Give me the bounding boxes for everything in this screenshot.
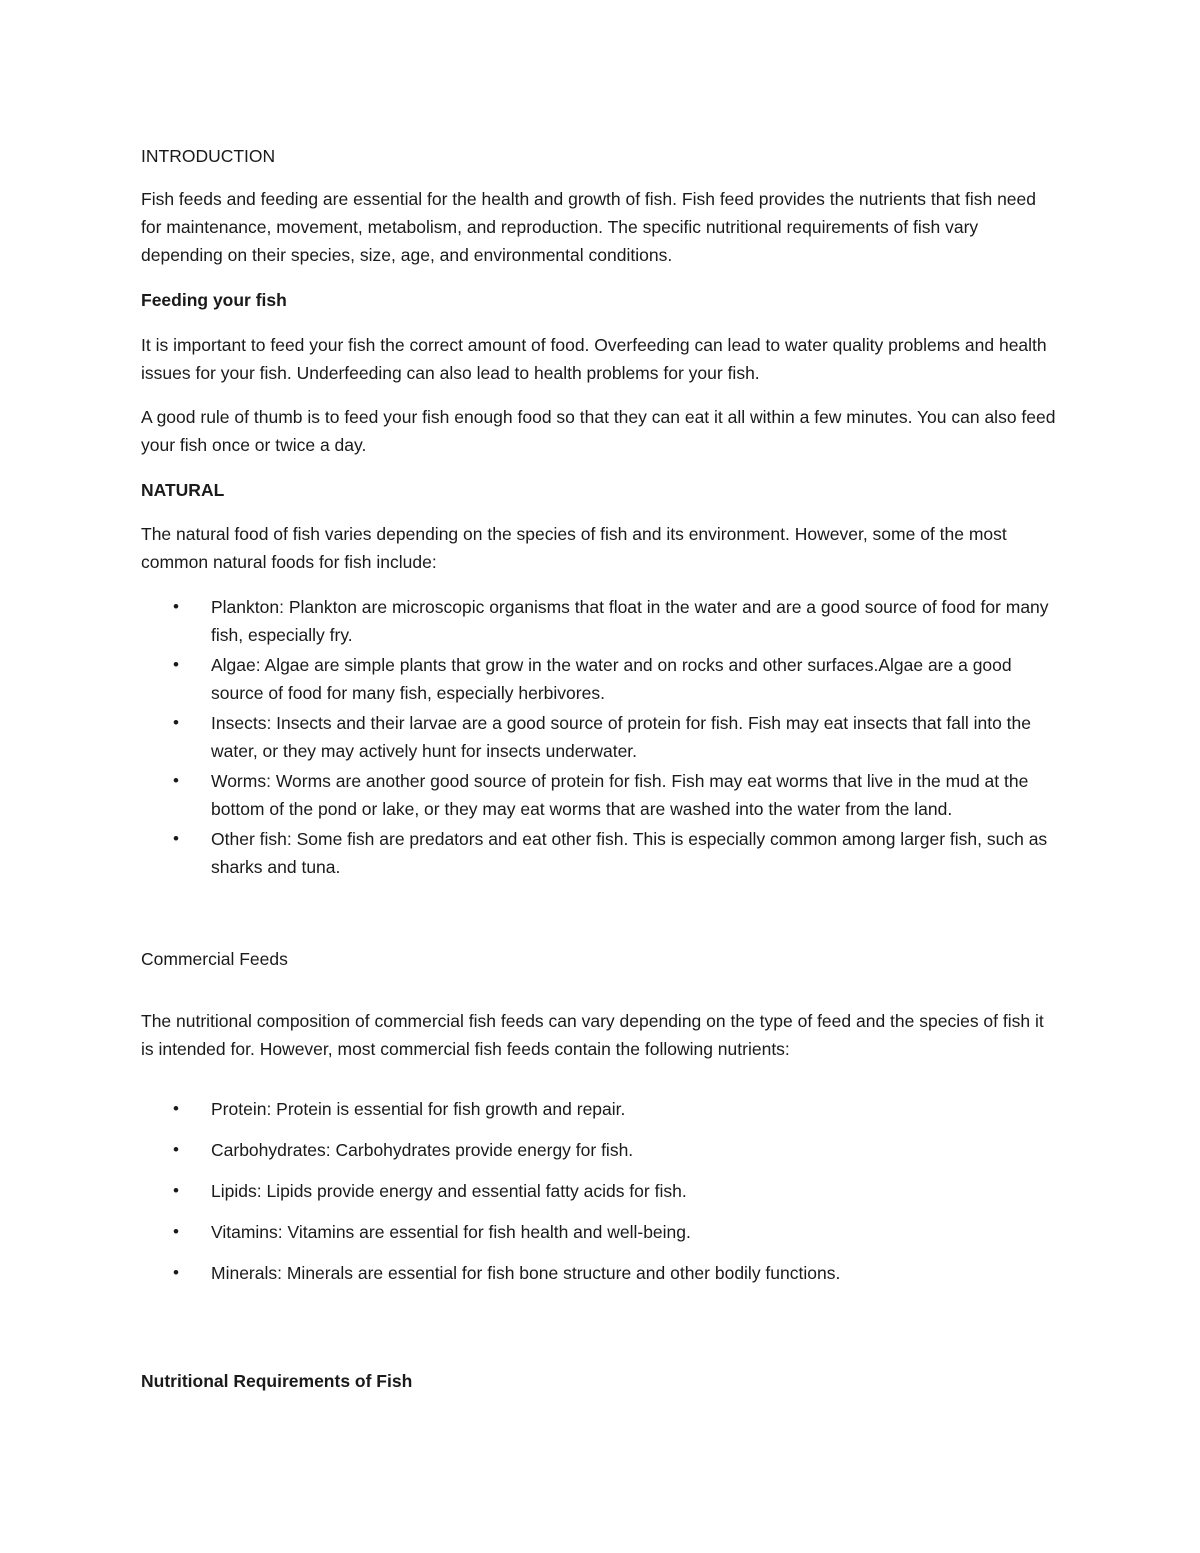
natural-heading: NATURAL — [141, 480, 225, 500]
intro-heading: INTRODUCTION — [141, 146, 276, 166]
natural-foods-list — [141, 593, 1061, 883]
intro-paragraph: Fish feeds and feeding are essential for the health and growth of fish. Fish feed provides the nutrients that fish need for maintenance, movement, metabolism, and reproduction. The specific nutritional requirements of fish vary depending on their species, size, age, and environmental conditions. — [141, 189, 1036, 265]
list-item — [141, 593, 1061, 649]
list-item — [141, 767, 1061, 823]
feeding-paragraph-1: It is important to feed your fish the correct amount of food. Overfeeding can lead to water quality problems and health issues for your fish. Underfeeding can also lead to health problems for your fish. — [141, 335, 1047, 383]
feeding-paragraph-2: A good rule of thumb is to feed your fish enough food so that they can eat it all within a few minutes. You can also feed your fish once or twice a day. — [141, 407, 1056, 455]
list-item-text: Protein: Protein is essential for fish growth and repair. — [211, 1099, 626, 1119]
list-item-text: Algae: Algae are simple plants that grow in the water and on rocks and other surfaces.Algae are a good source of food for many fish, especially herbivores. — [211, 655, 1012, 703]
list-item-text: Other fish: Some fish are predators and eat other fish. This is especially common among larger fish, such as sharks and tuna. — [211, 829, 1048, 877]
natural-paragraph: The natural food of fish varies depending on the species of fish and its environment. However, some of the most common natural foods for fish include: — [141, 524, 1007, 572]
bullet: • — [173, 597, 179, 616]
list-item — [141, 1177, 1061, 1205]
nutrition-heading: Nutritional Requirements of Fish — [141, 1371, 413, 1391]
bullet: • — [173, 1263, 179, 1282]
commercial-paragraph: The nutritional composition of commercial fish feeds can vary depending on the type of feed and the species of fish it is intended for. However, most commercial fish feeds contain the following nutrients: — [141, 1011, 1044, 1059]
list-item-text: Insects: Insects and their larvae are a good source of protein for fish. Fish may eat insects that fall into the water, or they may actively hunt for insects underwater. — [211, 713, 1032, 761]
list-item — [141, 1218, 1061, 1246]
bullet: • — [173, 771, 179, 790]
bullet: • — [173, 1222, 179, 1241]
feeding-heading: Feeding your fish — [141, 290, 287, 310]
commercial-heading: Commercial Feeds — [141, 949, 288, 969]
bullet: • — [173, 713, 179, 732]
list-item — [141, 709, 1061, 765]
list-item-text: Worms: Worms are another good source of protein for fish. Fish may eat worms that live in the mud at the bottom of the pond or lake, or they may eat worms that are washed into the water from the land. — [211, 771, 1029, 819]
list-item-text: Minerals: Minerals are essential for fish bone structure and other bodily functions. — [211, 1263, 841, 1283]
bullet: • — [173, 655, 179, 674]
list-item — [141, 825, 1061, 881]
bullet: • — [173, 1140, 179, 1159]
commercial-nutrients-list — [141, 1095, 1061, 1300]
bullet: • — [173, 829, 179, 848]
list-item — [141, 1136, 1061, 1164]
bullet: • — [173, 1099, 179, 1118]
list-item — [141, 1259, 1061, 1287]
list-item — [141, 651, 1061, 707]
list-item-text: Plankton: Plankton are microscopic organisms that float in the water and are a good source of food for many fish, especially fry. — [211, 597, 1049, 645]
list-item-text: Vitamins: Vitamins are essential for fish health and well-being. — [211, 1222, 691, 1242]
list-item-text: Lipids: Lipids provide energy and essential fatty acids for fish. — [211, 1181, 687, 1201]
bullet: • — [173, 1181, 179, 1200]
list-item — [141, 1095, 1061, 1123]
list-item-text: Carbohydrates: Carbohydrates provide energy for fish. — [211, 1140, 634, 1160]
